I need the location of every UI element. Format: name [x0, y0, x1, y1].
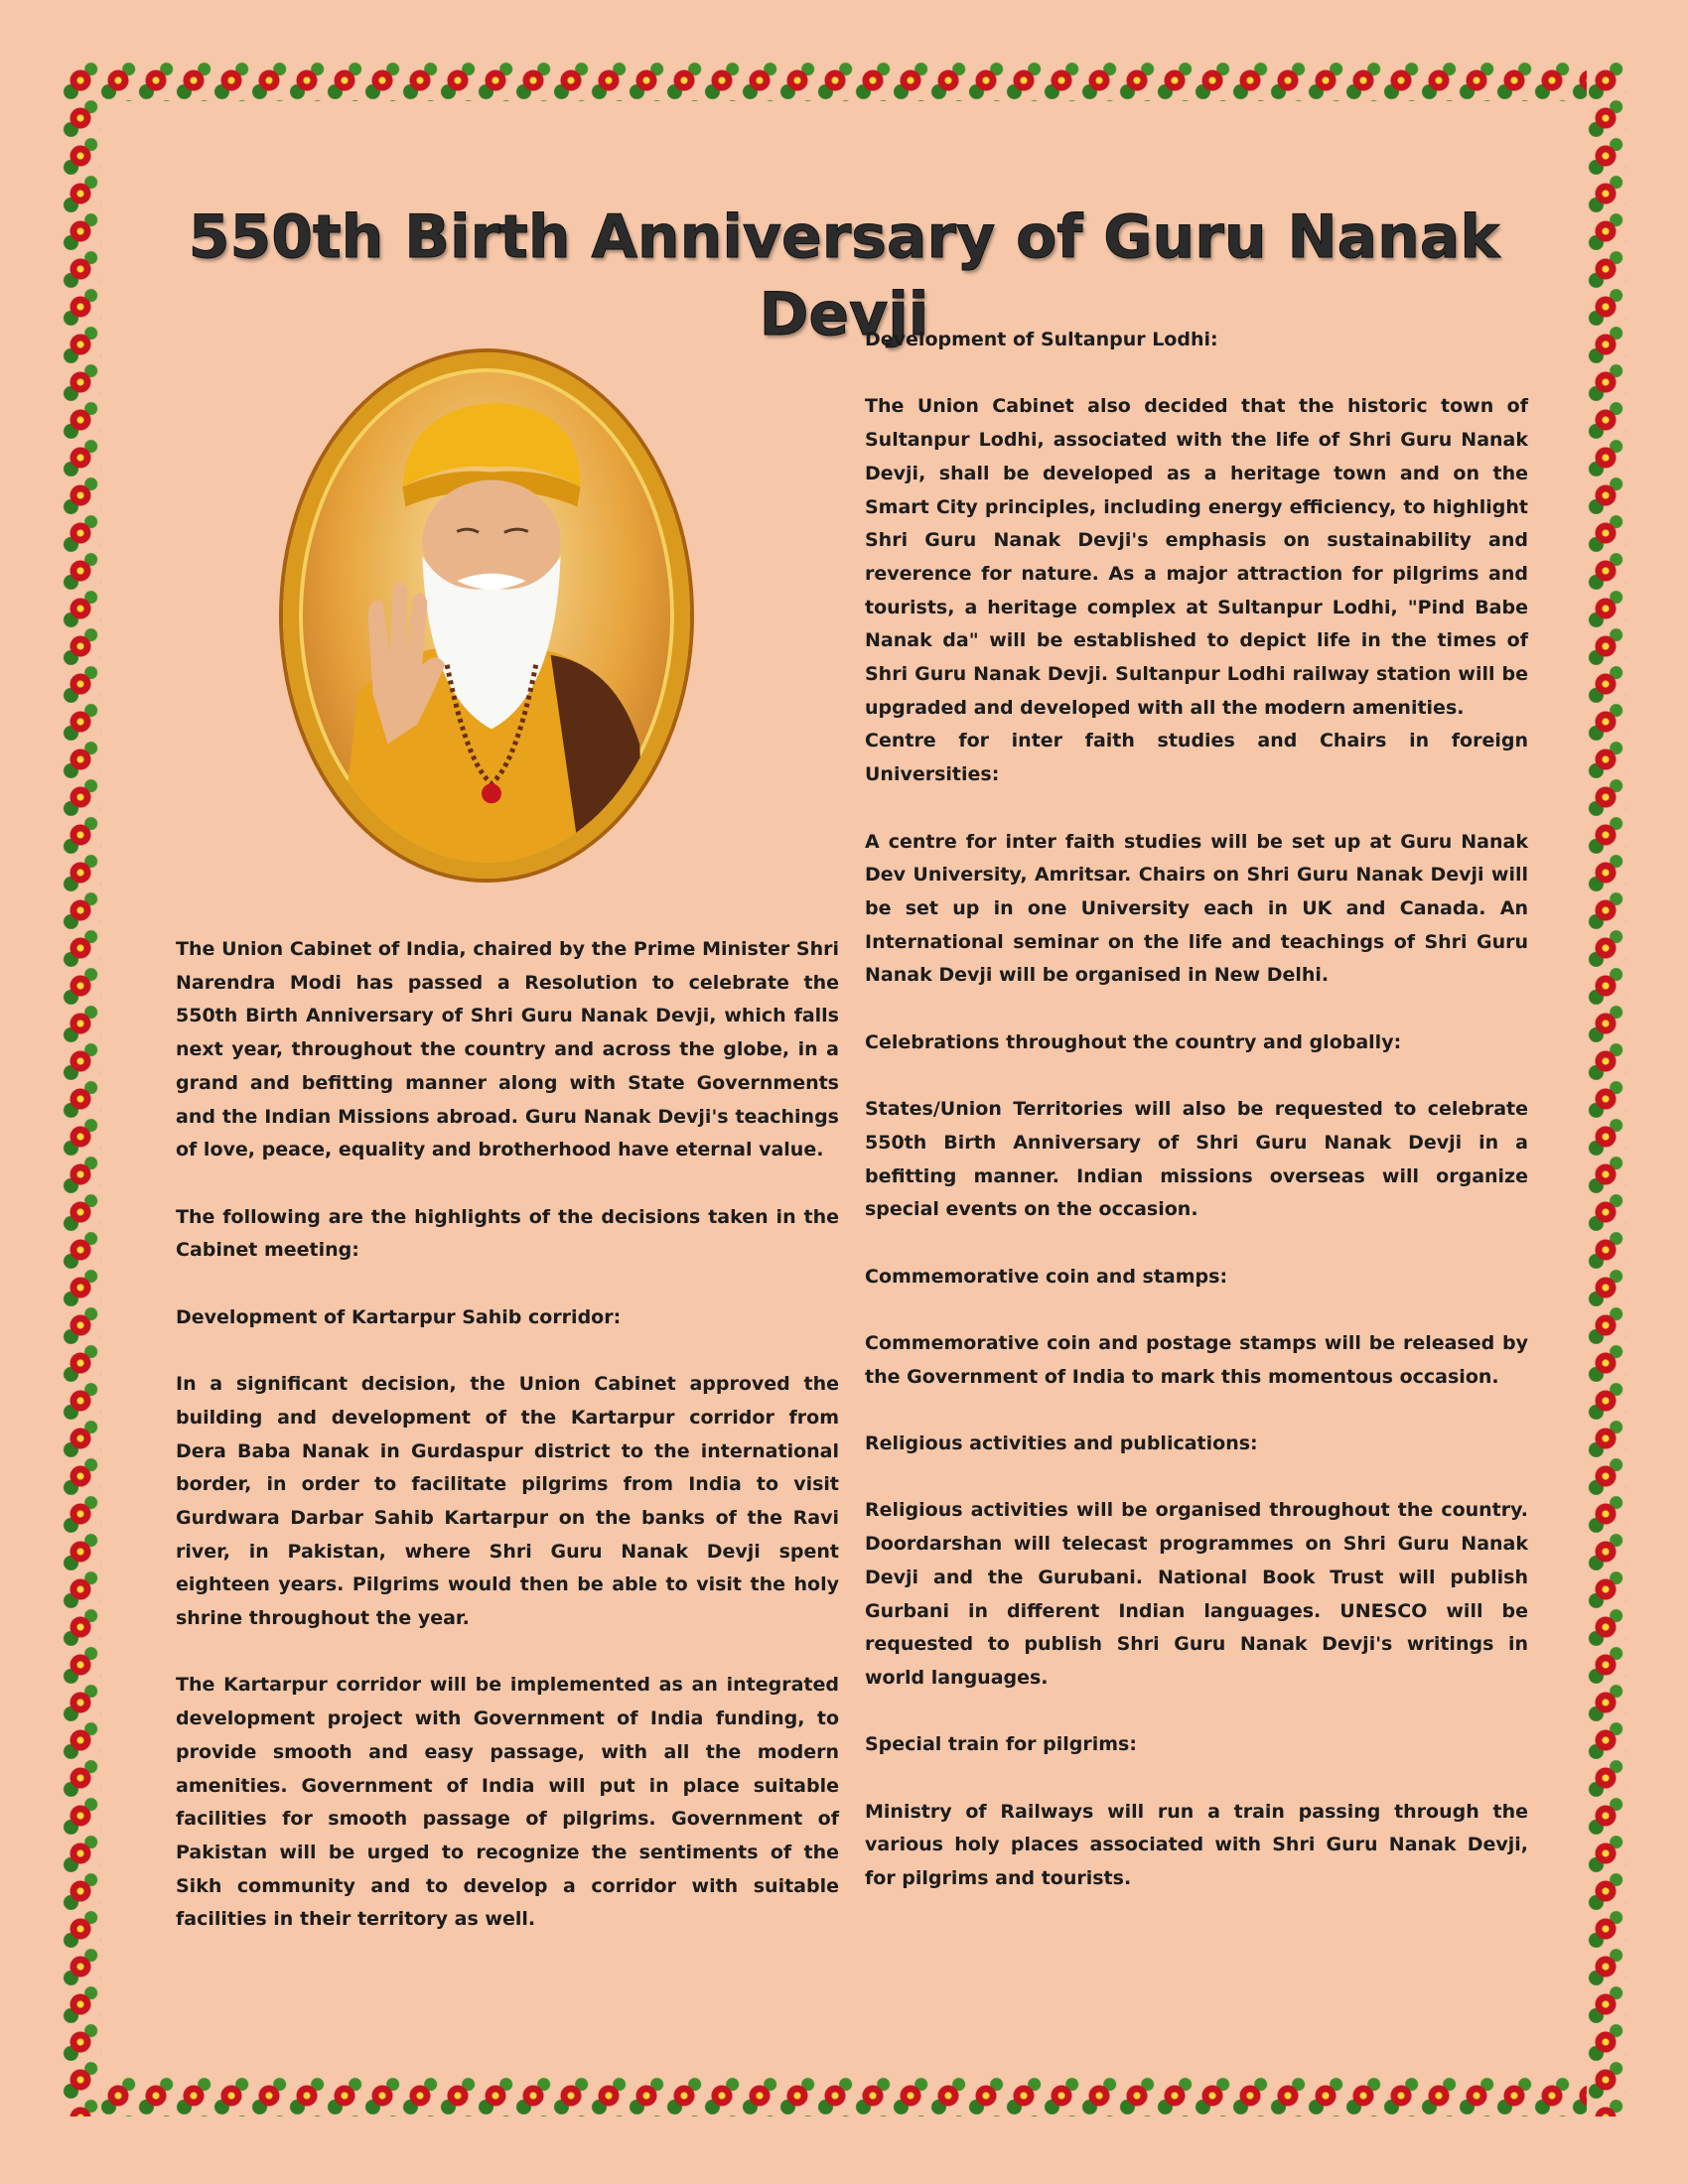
religious-paragraph: Religious activities will be organised throughout the country. Doordarshan will telecast programmes on Shri Guru Nanak Devji and the Gurubani. National Book Trust will publish Gurbani in different Indian languages. UNESCO will be requested to publish Shri Guru Nanak Devji's writings in world languages. — [865, 1499, 1528, 1689]
coin-paragraph: Commemorative coin and postage stamps will be released by the Government of India to mark this momentous occasion. — [865, 1332, 1528, 1388]
left-column — [176, 933, 839, 1937]
intro-paragraph: The Union Cabinet of India, chaired by the Prime Minister Shri Narendra Modi has passed a Resolution to celebrate the 550th Birth Anniversary of Shri Guru Nanak Devji, which falls next year, throughout the country and across the globe, in a grand and befitting manner along with State Governments and the Indian Missions abroad. Guru Nanak Devji's teachings of love, peace, equality and brotherhood have eternal value. — [176, 938, 839, 1161]
sultanpur-heading: Development of Sultanpur Lodhi: — [865, 329, 1218, 350]
highlights-intro: The following are the highlights of the decisions taken in the Cabinet meeting: — [176, 1205, 839, 1262]
floral-border-bottom — [62, 2077, 1626, 2116]
celebrations-heading: Celebrations throughout the country and globally: — [865, 1030, 1402, 1053]
coin-heading: Commemorative coin and stamps: — [865, 1265, 1228, 1288]
train-paragraph: Ministry of Railways will run a train passing through the various holy places associated with Shri Guru Nanak Devji, for pilgrims and tourists. — [865, 1800, 1528, 1890]
sultanpur-paragraph: The Union Cabinet also decided that the historic town of Sultanpur Lodhi, associated with the life of Shri Guru Nanak Devji, shall be developed as a heritage town and on the Smart City principles, including energy efficiency, to highlight Shri Guru Nanak Devji's emphasis on sustainability and reverence for nature. As a major attraction for pilgrims and tourists, a heritage complex at Sultanpur Lodhi, "Pind Babe Nanak da" will be established to depict life in the times of Shri Guru Nanak Devji. Sultanpur Lodhi railway station will be upgraded and developed with all the modern amenities. — [865, 395, 1528, 719]
right-column — [865, 324, 1528, 1896]
interfaith-paragraph: A centre for inter faith studies will be set up at Guru Nanak Dev University, Amritsar. Chairs on Shri Guru Nanak Devji will be set up in one University each in UK and Canada. An International seminar on the life and teachings of Shri Guru Nanak Devji will be organised in New Delhi. — [865, 830, 1528, 987]
religious-heading: Religious activities and publications: — [865, 1433, 1258, 1455]
interfaith-heading: Centre for inter faith studies and Chairs in foreign Universities: — [865, 730, 1528, 786]
page-title: 550th Birth Anniversary of Guru Nanak Devji — [188, 203, 1500, 349]
guru-portrait-image — [283, 352, 690, 879]
celebrations-paragraph: States/Union Territories will also be requested to celebrate 550th Birth Anniversary of Shri Guru Nanak Devji in a befitting manner. Indian missions overseas will organize special events on the occasion. — [865, 1098, 1528, 1221]
kartarpur-paragraph-2: The Kartarpur corridor will be implemented as an integrated development project with Government of India funding, to provide smooth and easy passage, with all the modern amenities. Government of India will put in place suitable facilities for smooth passage of pilgrims. Government of Pakistan will be urged to recognize the sentiments of the Sikh community and to develop a corridor with suitable facilities in their territory as well. — [176, 1674, 839, 1931]
floral-border-left — [62, 62, 101, 2116]
guru-portrait-illustration — [299, 368, 674, 863]
floral-border-top — [62, 62, 1626, 101]
kartarpur-paragraph-1: In a significant decision, the Union Cabinet approved the building and development of the Kartarpur corridor from Dera Baba Nanak in Gurdaspur district to the international border, in order to facilitate pilgrims from India to visit Gurdwara Darbar Sahib Kartarpur on the banks of the Ravi river, in Pakistan, where Shri Guru Nanak Devji spent eighteen years. Pilgrims would then be able to visit the holy shrine throughout the year. — [176, 1373, 839, 1630]
train-heading: Special train for pilgrims: — [865, 1733, 1137, 1756]
floral-border-right — [1587, 62, 1626, 2116]
kartarpur-heading: Development of Kartarpur Sahib corridor: — [176, 1305, 622, 1328]
